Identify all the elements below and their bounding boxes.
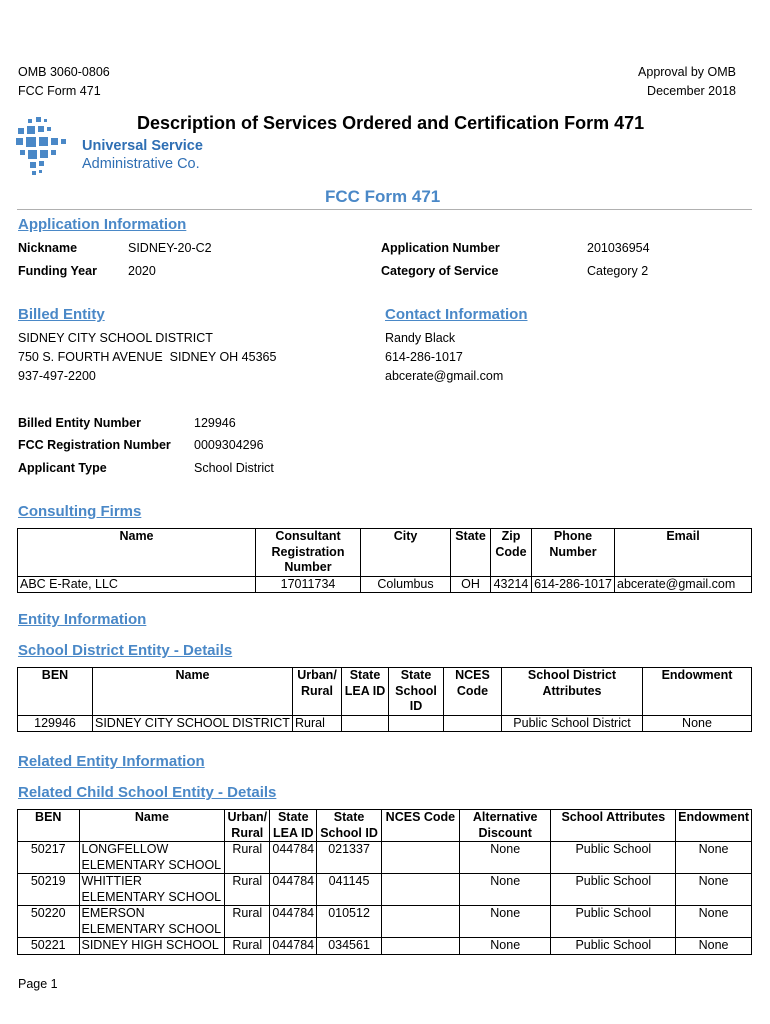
col-nces: NCES Code — [381, 810, 459, 842]
cell-ben: 50221 — [18, 938, 80, 955]
application-number-value: 201036954 — [587, 241, 650, 255]
omb-number: OMB 3060-0806 — [18, 65, 110, 79]
cell-endowment: None — [676, 842, 752, 874]
cell-name: SIDNEY CITY SCHOOL DISTRICT — [93, 715, 293, 732]
entity-info-heading: Entity Information — [18, 611, 147, 628]
col-endowment: Endowment — [643, 668, 752, 716]
funding-year-label: Funding Year — [18, 264, 97, 278]
contact-phone: 614-286-1017 — [385, 350, 463, 364]
col-city: City — [361, 529, 451, 577]
related-child-heading: Related Child School Entity - Details — [18, 784, 277, 801]
col-phone: Phone Number — [532, 529, 615, 577]
nickname-label: Nickname — [18, 241, 78, 255]
cell-name: ABC E-Rate, LLC — [18, 576, 256, 593]
cell-nces — [444, 715, 502, 732]
related-child-table — [17, 809, 752, 955]
cell-attributes: Public School District — [502, 715, 643, 732]
cell-nces — [381, 842, 459, 874]
nickname-value: SIDNEY-20-C2 — [128, 241, 212, 255]
cell-name: EMERSON ELEMENTARY SCHOOL — [79, 906, 225, 938]
cell-lea: 044784 — [270, 938, 317, 955]
table-row — [18, 906, 752, 938]
cell-nces — [381, 874, 459, 906]
related-entity-heading: Related Entity Information — [18, 753, 205, 770]
cell-endowment: None — [676, 906, 752, 938]
col-school-id: State School ID — [317, 810, 382, 842]
usac-logo — [14, 116, 214, 186]
fcc-reg-label: FCC Registration Number — [18, 438, 171, 452]
cell-school-id: 021337 — [317, 842, 382, 874]
cell-nces — [381, 938, 459, 955]
page-title: Description of Services Ordered and Certification Form 471 — [137, 113, 645, 133]
cell-name: SIDNEY HIGH SCHOOL — [79, 938, 225, 955]
consulting-heading: Consulting Firms — [18, 503, 142, 520]
cell-state: OH — [451, 576, 491, 593]
col-endowment: Endowment — [676, 810, 752, 842]
cell-school-attributes: Public School — [551, 906, 676, 938]
cell-urban: Rural — [225, 874, 270, 906]
col-email: Email — [615, 529, 752, 577]
table-header-row — [18, 529, 752, 577]
col-attributes: School District Attributes — [502, 668, 643, 716]
cell-lea: 044784 — [270, 906, 317, 938]
category-label: Category of Service — [381, 264, 499, 278]
table-header-row — [18, 668, 752, 716]
billed-entity-address: 750 S. FOURTH AVENUE SIDNEY OH 45365 — [18, 350, 277, 364]
table-row — [18, 715, 752, 732]
billed-entity-heading: Billed Entity — [18, 306, 105, 323]
col-lea: State LEA ID — [270, 810, 317, 842]
cell-ben: 50219 — [18, 874, 80, 906]
cell-urban: Rural — [225, 842, 270, 874]
col-name: Name — [18, 529, 256, 577]
col-lea: State LEA ID — [342, 668, 389, 716]
cell-urban: Rural — [293, 715, 342, 732]
cell-urban: Rural — [225, 906, 270, 938]
application-number-label: Application Number — [381, 241, 500, 255]
page-number: Page 1 — [18, 977, 58, 991]
col-alternative-discount: Alternative Discount — [459, 810, 551, 842]
contact-email: abcerate@gmail.com — [385, 369, 504, 383]
billed-entity-phone: 937-497-2200 — [18, 369, 96, 383]
col-name: Name — [79, 810, 225, 842]
cell-city: Columbus — [361, 576, 451, 593]
cell-alternative-discount: None — [459, 874, 551, 906]
col-zip: Zip Code — [491, 529, 532, 577]
ben-label: Billed Entity Number — [18, 416, 141, 430]
cell-name: LONGFELLOW ELEMENTARY SCHOOL — [79, 842, 225, 874]
col-school-attributes: School Attributes — [551, 810, 676, 842]
cell-school-id — [389, 715, 444, 732]
table-header-row — [18, 810, 752, 842]
cell-endowment: None — [676, 938, 752, 955]
cell-lea: 044784 — [270, 842, 317, 874]
funding-year-value: 2020 — [128, 264, 156, 278]
col-urban: Urban/ Rural — [225, 810, 270, 842]
cell-school-id: 010512 — [317, 906, 382, 938]
cell-endowment: None — [676, 874, 752, 906]
school-district-table — [17, 667, 752, 732]
col-school-id: State School ID — [389, 668, 444, 716]
cell-ben: 50220 — [18, 906, 80, 938]
cell-phone: 614-286-1017 — [532, 576, 615, 593]
divider — [17, 209, 752, 210]
table-row — [18, 938, 752, 955]
col-ben: BEN — [18, 668, 93, 716]
cell-alternative-discount: None — [459, 938, 551, 955]
form-label: FCC Form 471 — [18, 84, 101, 98]
col-state: State — [451, 529, 491, 577]
cell-alternative-discount: None — [459, 842, 551, 874]
approval-text: Approval by OMB — [638, 65, 736, 79]
approval-date: December 2018 — [647, 84, 736, 98]
applicant-type-label: Applicant Type — [18, 461, 107, 475]
col-nces: NCES Code — [444, 668, 502, 716]
col-name: Name — [93, 668, 293, 716]
contact-name: Randy Black — [385, 331, 456, 345]
applicant-type-value: School District — [194, 461, 274, 475]
cell-school-attributes: Public School — [551, 842, 676, 874]
table-row — [18, 874, 752, 906]
application-heading: Application Information — [18, 216, 187, 233]
school-district-heading: School District Entity - Details — [18, 642, 233, 659]
table-row — [18, 842, 752, 874]
cell-nces — [381, 906, 459, 938]
category-value: Category 2 — [587, 264, 649, 278]
billed-entity-name: SIDNEY CITY SCHOOL DISTRICT — [18, 331, 213, 345]
cell-lea: 044784 — [270, 874, 317, 906]
cell-ben: 50217 — [18, 842, 80, 874]
cell-school-id: 041145 — [317, 874, 382, 906]
col-urban: Urban/ Rural — [293, 668, 342, 716]
logo-line1: Universal Service — [82, 138, 203, 154]
col-ben: BEN — [18, 810, 80, 842]
usac-logo-mark-icon — [14, 116, 84, 186]
cell-email: abcerate@gmail.com — [615, 576, 752, 593]
ben-value: 129946 — [194, 416, 236, 430]
logo-line2: Administrative Co. — [82, 156, 200, 172]
cell-name: WHITTIER ELEMENTARY SCHOOL — [79, 874, 225, 906]
cell-endowment: None — [643, 715, 752, 732]
cell-zip: 43214 — [491, 576, 532, 593]
cell-ben: 129946 — [18, 715, 93, 732]
table-row — [18, 576, 752, 593]
cell-school-attributes: Public School — [551, 938, 676, 955]
cell-lea — [342, 715, 389, 732]
cell-school-attributes: Public School — [551, 874, 676, 906]
cell-urban: Rural — [225, 938, 270, 955]
form-subtitle: FCC Form 471 — [325, 187, 441, 206]
cell-reg: 17011734 — [256, 576, 361, 593]
fcc-reg-value: 0009304296 — [194, 438, 264, 452]
cell-school-id: 034561 — [317, 938, 382, 955]
cell-alternative-discount: None — [459, 906, 551, 938]
contact-heading: Contact Information — [385, 306, 528, 323]
col-consultant-reg: Consultant Registration Number — [256, 529, 361, 577]
consulting-table — [17, 528, 752, 593]
